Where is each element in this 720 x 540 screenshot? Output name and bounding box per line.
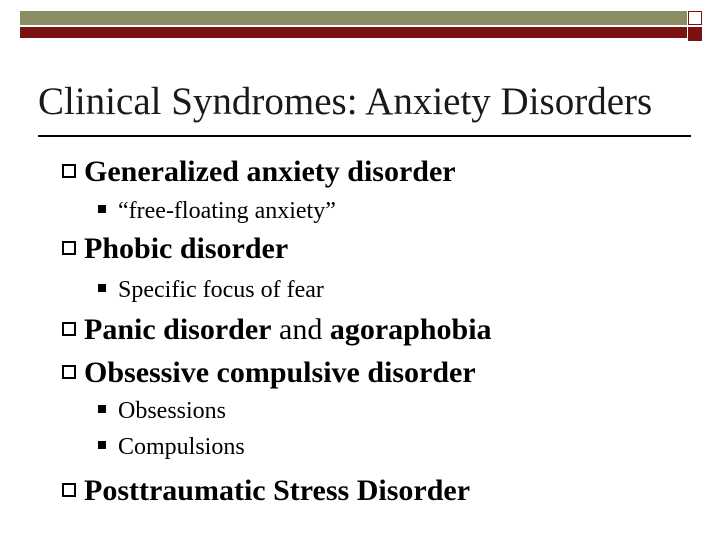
filled-square-bullet-icon <box>98 441 106 449</box>
sub-bullet-obsessions: Obsessions <box>98 399 226 423</box>
filled-square-bullet-icon <box>98 405 106 413</box>
corner-square-top <box>688 11 702 25</box>
hollow-square-bullet-icon <box>62 164 76 178</box>
sub-bullet-compulsions: Compulsions <box>98 435 245 459</box>
sub-bullet-specific-focus: Specific focus of fear <box>98 278 324 302</box>
bullet-ptsd: Posttraumatic Stress Disorder <box>62 476 470 506</box>
corner-square-bottom <box>688 27 702 41</box>
filled-square-bullet-icon <box>98 205 106 213</box>
filled-square-bullet-icon <box>98 284 106 292</box>
slide-title: Clinical Syndromes: Anxiety Disorders <box>38 80 653 123</box>
sub-bullet-free-floating: “free-floating anxiety” <box>98 199 336 223</box>
bullet-phobic-disorder: Phobic disorder <box>62 234 288 264</box>
hollow-square-bullet-icon <box>62 483 76 497</box>
bullet-panic-agoraphobia: Panic disorder and agoraphobia <box>62 315 492 345</box>
bullet-generalized-anxiety: Generalized anxiety disorder <box>62 157 456 187</box>
hollow-square-bullet-icon <box>62 322 76 336</box>
hollow-square-bullet-icon <box>62 241 76 255</box>
title-divider <box>38 135 691 137</box>
hollow-square-bullet-icon <box>62 365 76 379</box>
header-olive-band <box>20 11 687 25</box>
bullet-ocd: Obsessive compulsive disorder <box>62 358 476 388</box>
header-red-band <box>20 27 687 38</box>
